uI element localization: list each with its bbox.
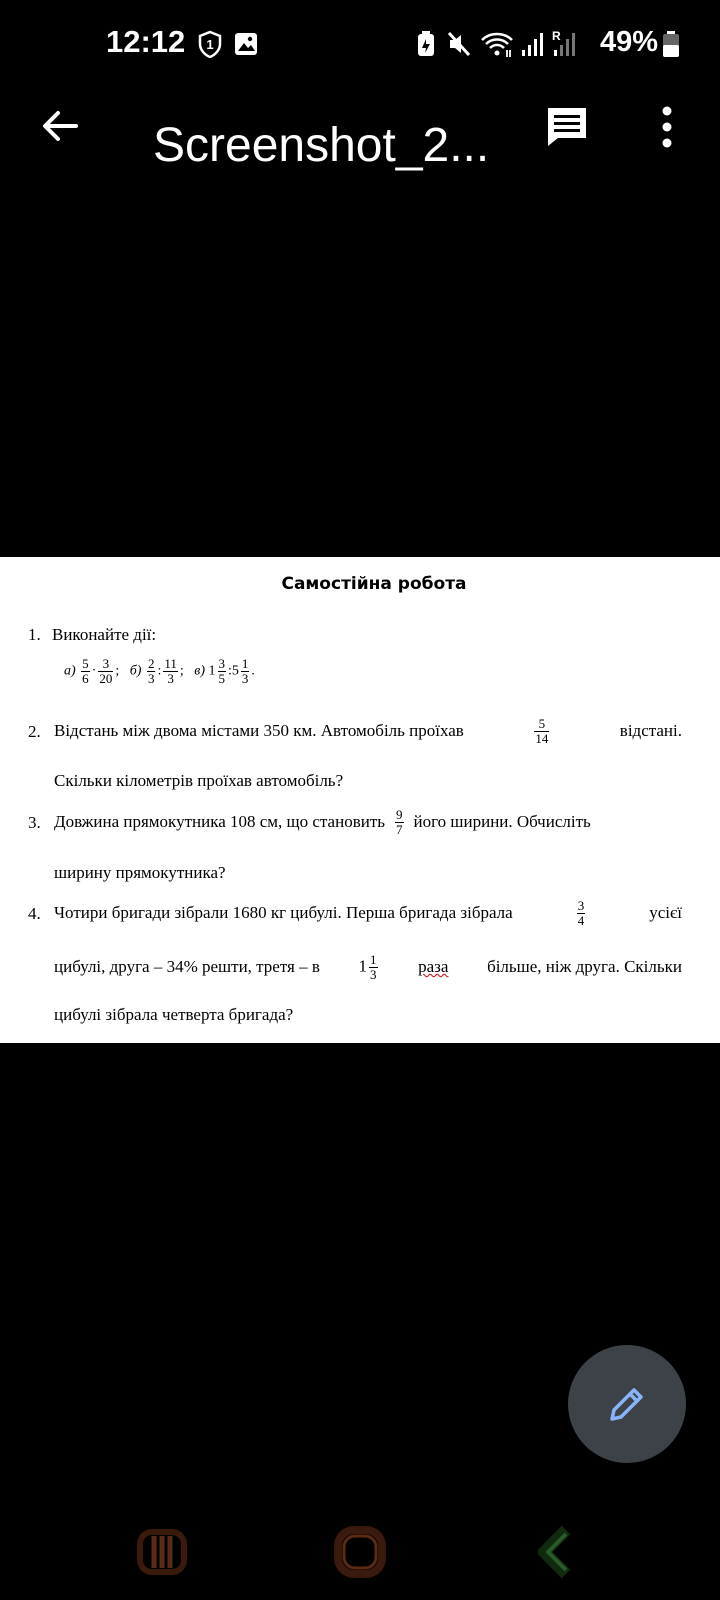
- task-4-line-1: Чотири бригади зібрали 1680 кг цибулі. Перша бригада зібрала $\frac{3}{4}$ усієї: [54, 897, 682, 928]
- fraction: $\frac{1}{3}$: [370, 951, 377, 982]
- battery-saver-icon: [416, 30, 436, 58]
- status-time: 12:12: [106, 24, 186, 59]
- comment-icon[interactable]: [544, 104, 590, 150]
- task-2-number: 2.: [28, 722, 41, 741]
- task-4-line-2: цибулі, друга – 34% решти, третя – в 1 $\frac{1}{3}$ раза більше, ніж друга. Скільки: [54, 951, 682, 982]
- one-badge-icon: [198, 30, 222, 58]
- fraction: $\frac{11}{3}$: [164, 656, 177, 686]
- battery-percent: 49%: [600, 26, 659, 58]
- fraction: $\frac{3}{20}$: [99, 656, 113, 686]
- wifi-icon: [480, 30, 514, 58]
- status-bar: [0, 0, 720, 90]
- expr-b-label: б): [129, 663, 142, 679]
- expr-a-label: а): [64, 663, 76, 679]
- recent-apps-icon[interactable]: [132, 1522, 192, 1582]
- task-1-expression: а) $\frac{5}{6}$ · $\frac{3}{20}$ ; б) $\frac{2}{3}$ : $\frac{11}{3}$ ; в) 1 $\frac{3}{5}$ :5 $\frac{1}{3}$ .: [64, 656, 255, 686]
- battery-icon: [662, 30, 680, 58]
- task-2-line-1: Відстань між двома містами 350 км. Автомобіль проїхав $\frac{5}{14}$ відстані.: [54, 715, 682, 746]
- task-3-line-1: Довжина прямокутника 108 см, що становить $\frac{9}{7}$ його ширини. Обчисліть: [54, 806, 591, 837]
- fraction: $\frac{3}{4}$: [577, 897, 585, 928]
- page-title: Screenshot_2...: [153, 119, 490, 172]
- pencil-icon: [606, 1383, 648, 1425]
- back-icon[interactable]: [528, 1522, 588, 1582]
- fraction: $\frac{3}{5}$: [218, 656, 225, 686]
- mute-icon: [446, 30, 472, 58]
- fraction: $\frac{5}{6}$: [82, 656, 89, 686]
- expr-c-label: в): [194, 663, 205, 679]
- misspelled-word: раза: [418, 957, 449, 976]
- arrow-left-icon[interactable]: [38, 104, 82, 148]
- svg-text:R: R: [552, 29, 561, 43]
- task-3-line-2: ширину прямокутника?: [54, 863, 226, 882]
- fraction: $\frac{2}{3}$: [147, 656, 155, 686]
- mixed-number: 1 $\frac{1}{3}$: [358, 951, 377, 982]
- edit-button[interactable]: [568, 1345, 686, 1463]
- app-bar: [0, 90, 720, 190]
- document-image[interactable]: [0, 557, 720, 1043]
- image-icon: [234, 32, 258, 56]
- task-3-number: 3.: [28, 813, 41, 832]
- fraction: $\frac{1}{3}$: [241, 656, 249, 686]
- task-4-line-3: цибулі зібрала четверта бригада?: [54, 1005, 294, 1024]
- task-2-line-2: Скільки кілометрів проїхав автомобіль?: [54, 771, 344, 790]
- task-1-number: 1.: [28, 625, 41, 644]
- signal-icon: [520, 30, 546, 58]
- svg-text:1: 1: [206, 37, 214, 52]
- document-title: Самостійна робота: [281, 574, 467, 594]
- home-icon[interactable]: [330, 1522, 390, 1582]
- task-4-number: 4.: [28, 904, 41, 923]
- signal-roaming-icon: [550, 28, 580, 58]
- fraction: $\frac{9}{7}$: [396, 806, 403, 837]
- more-vert-icon[interactable]: [652, 104, 682, 150]
- fraction: $\frac{5}{14}$: [535, 715, 549, 746]
- task-1-text: Виконайте дії:: [52, 625, 157, 644]
